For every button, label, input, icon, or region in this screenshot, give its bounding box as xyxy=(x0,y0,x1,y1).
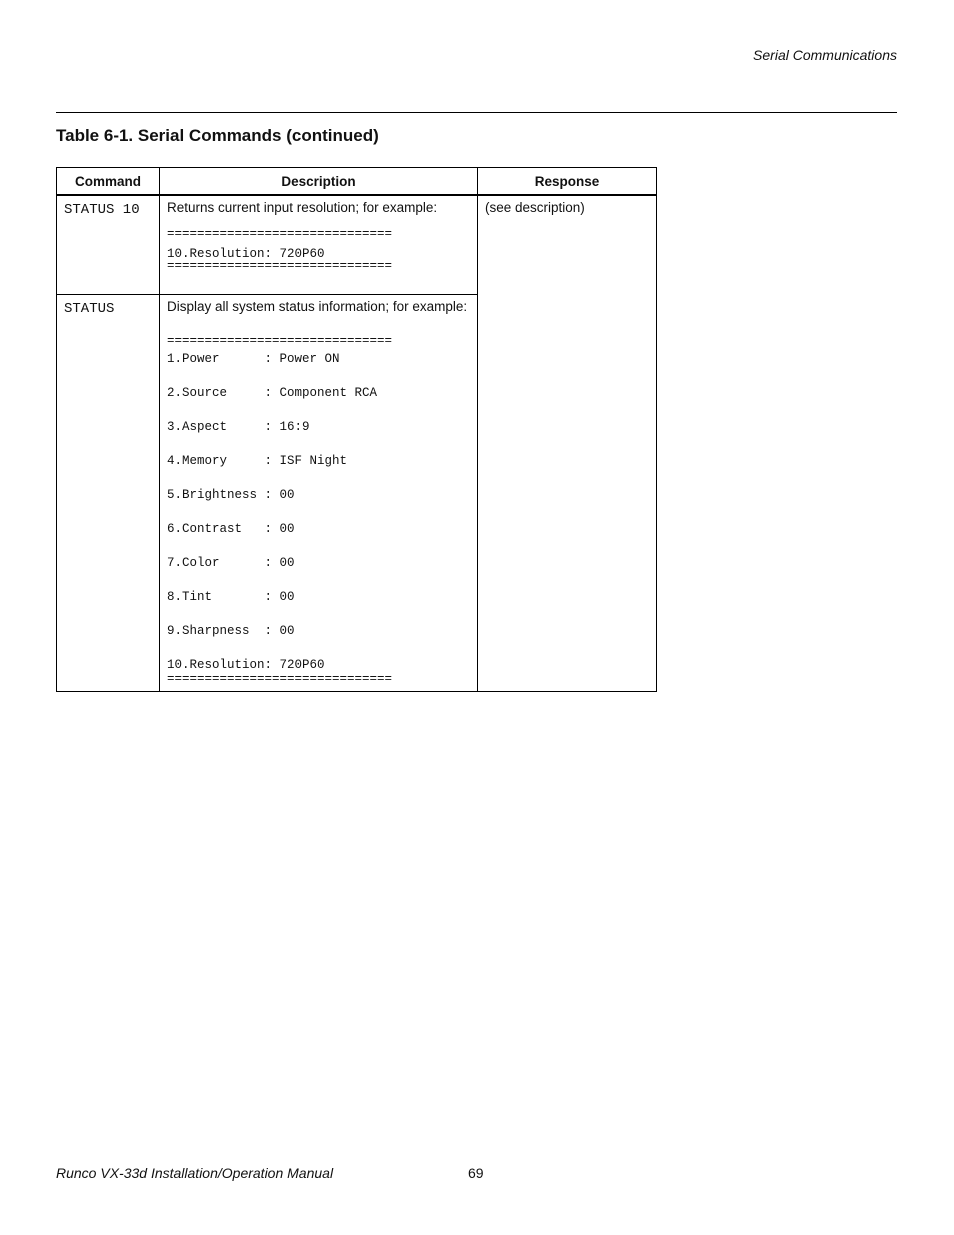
running-header: Serial Communications xyxy=(753,47,897,63)
code-line: 10.Resolution: 720P60 xyxy=(167,658,325,672)
code-line: 10.Resolution: 720P60 xyxy=(167,247,325,261)
code-line: 3.Aspect : 16:9 xyxy=(167,420,310,434)
column-header-description: Description xyxy=(160,168,478,196)
footer-manual-title: Runco VX-33d Installation/Operation Manual xyxy=(56,1165,334,1181)
code-line: 1.Power : Power ON xyxy=(167,352,340,366)
code-example xyxy=(167,227,470,273)
code-line: 6.Contrast : 00 xyxy=(167,522,295,536)
description-text: Display all system status information; for example: xyxy=(167,299,468,314)
code-line: 2.Source : Component RCA xyxy=(167,386,378,400)
description-cell xyxy=(160,195,478,295)
serial-commands-table xyxy=(56,167,657,692)
description-cell xyxy=(160,295,478,692)
command-cell: STATUS 10 xyxy=(57,195,160,295)
code-line: 7.Color : 00 xyxy=(167,556,295,570)
description-text: Returns current input resolution; for example: xyxy=(167,200,438,215)
code-example xyxy=(167,334,470,686)
code-line: ============================== xyxy=(167,334,393,348)
column-header-command: Command xyxy=(57,168,160,196)
command-cell: STATUS xyxy=(57,295,160,692)
table-header-row xyxy=(57,168,657,196)
code-line: ============================== xyxy=(167,672,393,686)
table-title: Table 6-1. Serial Commands (continued) xyxy=(56,126,379,145)
code-line: 5.Brightness : 00 xyxy=(167,488,295,502)
response-cell: (see description) xyxy=(478,195,657,692)
header-rule xyxy=(56,112,897,113)
code-line: 8.Tint : 00 xyxy=(167,590,295,604)
column-header-response: Response xyxy=(478,168,657,196)
code-line: ============================== xyxy=(167,227,393,241)
code-line: 9.Sharpness : 00 xyxy=(167,624,295,638)
page-number: 69 xyxy=(468,1165,484,1181)
table-row xyxy=(57,195,657,295)
code-line: 4.Memory : ISF Night xyxy=(167,454,348,468)
code-line: ============================== xyxy=(167,259,393,273)
